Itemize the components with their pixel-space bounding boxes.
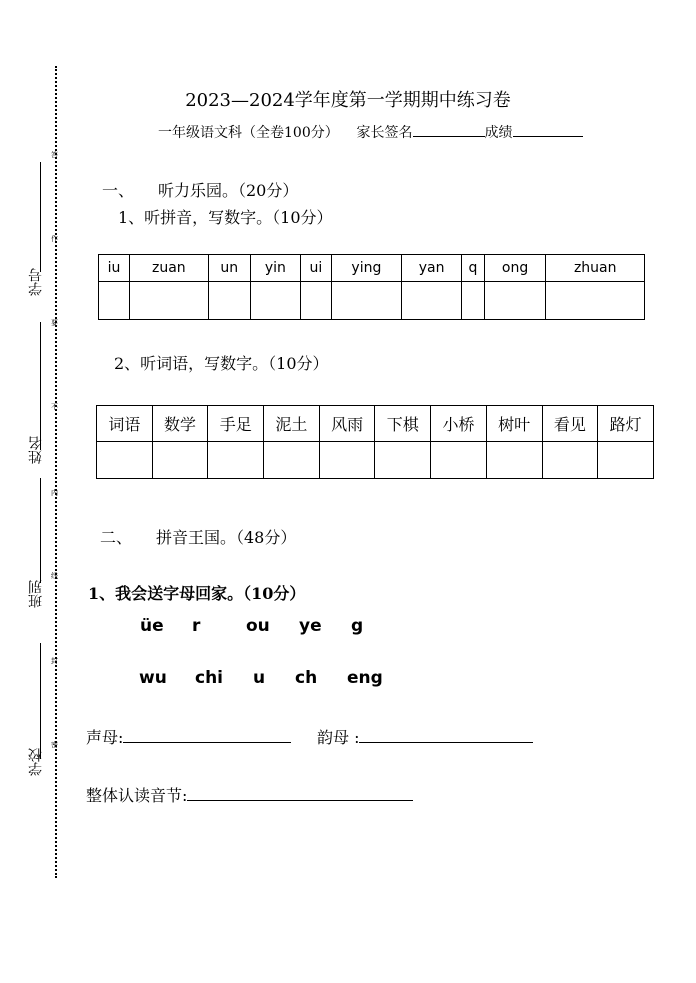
shengmu-label: 声母:	[86, 728, 124, 747]
section1-q2-title: 2、听词语，写数字。（10分）	[114, 354, 329, 373]
pinyin-header-cell: ong	[484, 255, 546, 282]
word-header-cell: 树叶	[486, 406, 542, 442]
margin-label-student-id: 学号	[28, 268, 44, 296]
section1-heading: 一、 听力乐园。（20分）	[102, 181, 299, 200]
pinyin-letter: u	[253, 668, 266, 688]
pinyin-header-cell: q	[462, 255, 484, 282]
word-header-cell: 泥土	[264, 406, 320, 442]
word-header-cell: 风雨	[319, 406, 375, 442]
answer-cell[interactable]	[431, 442, 487, 479]
margin-tiny-char: 不	[51, 403, 58, 411]
score-blank[interactable]	[513, 136, 583, 137]
pinyin-letter: ye	[299, 616, 322, 636]
answer-cell[interactable]	[598, 442, 654, 479]
zhengti-blank[interactable]	[187, 800, 413, 801]
pinyin-number-table	[98, 254, 645, 320]
word-header-cell: 下棋	[375, 406, 431, 442]
margin-label-class: 班别	[28, 580, 44, 608]
margin-tiny-char: 答	[51, 151, 58, 159]
binding-dotted-line	[55, 66, 57, 878]
section2-heading: 二、 拼音王国。（48分）	[100, 528, 297, 547]
pinyin-letter: ch	[295, 668, 318, 688]
margin-line-student-id	[40, 162, 41, 272]
answer-cell[interactable]	[250, 282, 300, 320]
pinyin-letter: chi	[195, 668, 224, 688]
margin-line-class	[40, 478, 41, 583]
pinyin-header-cell: ui	[300, 255, 331, 282]
pinyin-header-cell: iu	[99, 255, 130, 282]
pinyin-header-cell: ying	[331, 255, 401, 282]
pinyin-letter: g	[351, 616, 364, 636]
answer-cell[interactable]	[486, 442, 542, 479]
section2-q1-title: 1、我会送字母回家。（10分）	[88, 584, 306, 603]
parent-sign-blank[interactable]	[413, 136, 485, 137]
pinyin-header-cell: yan	[401, 255, 461, 282]
word-header-cell: 词语	[97, 406, 153, 442]
word-header-cell: 手足	[208, 406, 264, 442]
answer-cell[interactable]	[208, 442, 264, 479]
answer-cell[interactable]	[264, 442, 320, 479]
answer-cell[interactable]	[300, 282, 331, 320]
answer-cell[interactable]	[152, 442, 208, 479]
section1-q1-title: 1、听拼音，写数字。（10分）	[118, 208, 333, 227]
yunmu-line	[317, 725, 533, 748]
answer-cell[interactable]	[208, 282, 250, 320]
answer-cell[interactable]	[375, 442, 431, 479]
parent-sign-label: 家长签名	[356, 125, 413, 141]
answer-cell[interactable]	[331, 282, 401, 320]
word-header-cell: 路灯	[598, 406, 654, 442]
exam-title: 2023—2024学年度第一学期期中练习卷	[185, 90, 511, 111]
pinyin-header-cell: un	[208, 255, 250, 282]
word-header-cell: 数学	[152, 406, 208, 442]
answer-cell[interactable]	[542, 442, 598, 479]
answer-cell[interactable]	[546, 282, 645, 320]
zhengti-line	[86, 783, 413, 806]
answer-cell[interactable]	[401, 282, 461, 320]
pinyin-letter: üe	[140, 616, 164, 636]
margin-tiny-char: 作	[51, 235, 58, 243]
zhengti-label: 整体认读音节:	[86, 786, 188, 805]
exam-subtitle	[158, 122, 583, 142]
margin-line-school	[40, 643, 41, 759]
margin-tiny-char: 密	[51, 741, 58, 749]
margin-tiny-char: 线	[51, 572, 58, 580]
pinyin-letter: ou	[246, 616, 270, 636]
answer-cell[interactable]	[319, 442, 375, 479]
word-header-cell: 看见	[542, 406, 598, 442]
shengmu-blank[interactable]	[123, 742, 291, 743]
answer-cell[interactable]	[97, 442, 153, 479]
answer-cell[interactable]	[484, 282, 546, 320]
word-header-cell: 小桥	[431, 406, 487, 442]
answer-cell[interactable]	[99, 282, 130, 320]
margin-tiny-char: 内	[51, 489, 58, 497]
pinyin-letter: wu	[139, 668, 167, 688]
yunmu-blank[interactable]	[359, 742, 533, 743]
margin-label-school: 学校	[28, 748, 44, 776]
shengmu-line	[86, 725, 291, 748]
pinyin-letter: r	[192, 616, 201, 636]
pinyin-header-cell: zuan	[130, 255, 208, 282]
margin-tiny-char: 要	[51, 319, 58, 327]
answer-cell[interactable]	[130, 282, 208, 320]
word-number-table	[96, 405, 654, 479]
answer-cell[interactable]	[462, 282, 484, 320]
pinyin-header-cell: yin	[250, 255, 300, 282]
margin-tiny-char: 封	[51, 657, 58, 665]
pinyin-header-cell: zhuan	[546, 255, 645, 282]
pinyin-letter: eng	[347, 668, 383, 688]
grade-label: 一年级语文科（全卷100分）	[158, 125, 339, 141]
margin-label-name: 姓名	[28, 436, 44, 464]
yunmu-label: 韵母 :	[317, 728, 360, 747]
score-label: 成绩	[484, 125, 513, 141]
margin-line-name	[40, 322, 41, 450]
